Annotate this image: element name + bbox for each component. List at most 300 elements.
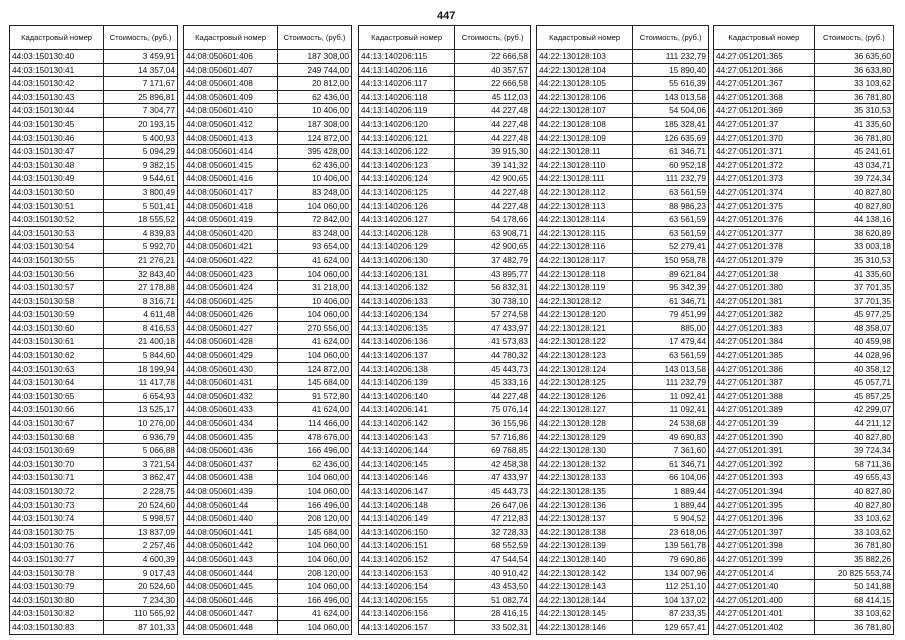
cost-cell: 13 525,17 xyxy=(104,403,178,417)
cost-cell: 9 382,15 xyxy=(104,158,178,172)
table-row xyxy=(184,131,352,145)
cadastral-number-cell: 44:08:050601:442 xyxy=(184,539,278,553)
cost-cell: 10 406,00 xyxy=(278,294,352,308)
cadastral-number-cell: 44:03:150130:76 xyxy=(10,539,104,553)
header-cost: Стоимость, (руб.) xyxy=(455,26,531,50)
cost-cell: 478 676,00 xyxy=(278,430,352,444)
cadastral-number-cell: 44:22:130128:114 xyxy=(537,213,633,227)
table-row xyxy=(714,349,894,363)
cadastral-number-cell: 44:27:051201:397 xyxy=(714,525,815,539)
column-table xyxy=(713,25,894,635)
table-row xyxy=(359,430,531,444)
table-row xyxy=(184,77,352,91)
table-row xyxy=(359,580,531,594)
cost-cell: 41 573,83 xyxy=(455,335,531,349)
table-row xyxy=(537,172,709,186)
cadastral-number-cell: 44:08:050601:423 xyxy=(184,267,278,281)
table-row xyxy=(10,213,178,227)
table-row xyxy=(537,335,709,349)
cost-cell: 33 103,62 xyxy=(814,512,893,526)
cost-cell: 3 862,47 xyxy=(104,471,178,485)
cadastral-number-cell: 44:22:130128:126 xyxy=(537,389,633,403)
table-row xyxy=(184,117,352,131)
cost-cell: 40 827,80 xyxy=(814,199,893,213)
table-row xyxy=(10,389,178,403)
table-row xyxy=(184,471,352,485)
table-row xyxy=(184,213,352,227)
cadastral-number-cell: 44:27:051201:387 xyxy=(714,376,815,390)
cost-cell: 104 060,00 xyxy=(278,485,352,499)
table-row xyxy=(714,321,894,335)
table-row xyxy=(10,294,178,308)
cadastral-number-cell: 44:08:050601:444 xyxy=(184,566,278,580)
table-row xyxy=(537,77,709,91)
cost-cell: 150 958,78 xyxy=(633,253,709,267)
table-row xyxy=(10,485,178,499)
cadastral-number-cell: 44:27:051201:374 xyxy=(714,185,815,199)
table-row xyxy=(184,294,352,308)
cadastral-number-cell: 44:13:140206:123 xyxy=(359,158,455,172)
cadastral-number-cell: 44:22:130128:105 xyxy=(537,77,633,91)
table-row xyxy=(359,498,531,512)
table-row xyxy=(714,376,894,390)
cost-cell: 20 825 553,74 xyxy=(814,566,893,580)
table-row xyxy=(359,607,531,621)
cost-cell: 51 082,74 xyxy=(455,593,531,607)
cadastral-number-cell: 44:22:130128:12 xyxy=(537,294,633,308)
cost-cell: 40 358,12 xyxy=(814,362,893,376)
cadastral-number-cell: 44:22:130128:108 xyxy=(537,117,633,131)
cost-cell: 1 889,44 xyxy=(633,485,709,499)
table-row xyxy=(537,50,709,64)
data-tables xyxy=(9,25,899,632)
cadastral-number-cell: 44:27:051201:385 xyxy=(714,349,815,363)
cadastral-number-cell: 44:03:150130:59 xyxy=(10,308,104,322)
header-cost: Стоимость, (руб.) xyxy=(104,26,178,50)
cost-cell: 36 781,80 xyxy=(814,620,893,634)
table-row xyxy=(10,430,178,444)
table-row xyxy=(359,620,531,634)
cadastral-number-cell: 44:27:051201:375 xyxy=(714,199,815,213)
cadastral-number-cell: 44:08:050601:429 xyxy=(184,349,278,363)
cadastral-number-cell: 44:27:051201:377 xyxy=(714,226,815,240)
cost-cell: 4 611,48 xyxy=(104,308,178,322)
cadastral-number-cell: 44:22:130128:146 xyxy=(537,620,633,634)
table-row xyxy=(10,607,178,621)
cadastral-number-cell: 44:22:130128:124 xyxy=(537,362,633,376)
cost-cell: 129 657,41 xyxy=(633,620,709,634)
cadastral-number-cell: 44:27:051201:372 xyxy=(714,158,815,172)
cost-cell: 126 635,69 xyxy=(633,131,709,145)
cadastral-number-cell: 44:08:050601:430 xyxy=(184,362,278,376)
cost-cell: 37 701,35 xyxy=(814,281,893,295)
cost-cell: 47 433,97 xyxy=(455,471,531,485)
cost-cell: 4 839,83 xyxy=(104,226,178,240)
header-cost: Стоимость, (руб.) xyxy=(814,26,893,50)
cadastral-number-cell: 44:03:150130:79 xyxy=(10,580,104,594)
cost-cell: 54 178,66 xyxy=(455,213,531,227)
cost-cell: 7 171,67 xyxy=(104,77,178,91)
cadastral-number-cell: 44:08:050601:412 xyxy=(184,117,278,131)
table-row xyxy=(714,498,894,512)
table-row xyxy=(10,471,178,485)
cost-cell: 111 232,79 xyxy=(633,172,709,186)
table-row xyxy=(714,77,894,91)
cadastral-number-cell: 44:27:051201:388 xyxy=(714,389,815,403)
table-row xyxy=(10,145,178,159)
cost-cell: 114 466,00 xyxy=(278,417,352,431)
cost-cell: 88 986,23 xyxy=(633,199,709,213)
table-row xyxy=(537,158,709,172)
table-row xyxy=(537,539,709,553)
cadastral-number-cell: 44:22:130128:119 xyxy=(537,281,633,295)
cadastral-number-cell: 44:03:150130:52 xyxy=(10,213,104,227)
cadastral-number-cell: 44:08:050601:410 xyxy=(184,104,278,118)
cadastral-number-cell: 44:13:140206:140 xyxy=(359,389,455,403)
cadastral-number-cell: 44:08:050601:415 xyxy=(184,158,278,172)
cost-cell: 52 279,41 xyxy=(633,240,709,254)
cadastral-number-cell: 44:13:140206:144 xyxy=(359,444,455,458)
cadastral-number-cell: 44:13:140206:115 xyxy=(359,50,455,64)
cost-cell: 208 120,00 xyxy=(278,566,352,580)
table-row xyxy=(184,403,352,417)
table-row xyxy=(10,267,178,281)
table-row xyxy=(537,240,709,254)
table-row xyxy=(359,253,531,267)
header-cost: Стоимость, (руб.) xyxy=(633,26,709,50)
table-row xyxy=(184,566,352,580)
table-row xyxy=(184,485,352,499)
cadastral-number-cell: 44:22:130128:103 xyxy=(537,50,633,64)
table-row xyxy=(714,104,894,118)
cadastral-number-cell: 44:13:140206:119 xyxy=(359,104,455,118)
cost-cell: 41 335,60 xyxy=(814,117,893,131)
table-row xyxy=(359,335,531,349)
cost-cell: 5 998,57 xyxy=(104,512,178,526)
cost-cell: 33 103,62 xyxy=(814,525,893,539)
cost-cell: 33 502,31 xyxy=(455,620,531,634)
cadastral-number-cell: 44:22:130128:112 xyxy=(537,185,633,199)
table-row xyxy=(537,321,709,335)
cost-cell: 66 104,06 xyxy=(633,471,709,485)
table-row xyxy=(359,417,531,431)
cost-cell: 58 711,36 xyxy=(814,457,893,471)
table-row xyxy=(537,580,709,594)
table-row xyxy=(359,566,531,580)
cadastral-number-cell: 44:13:140206:129 xyxy=(359,240,455,254)
cost-cell: 22 666,58 xyxy=(455,77,531,91)
table-row xyxy=(184,349,352,363)
cadastral-number-cell: 44:13:140206:145 xyxy=(359,457,455,471)
cost-cell: 44 227,48 xyxy=(455,104,531,118)
table-row xyxy=(714,512,894,526)
cost-cell: 885,00 xyxy=(633,321,709,335)
cost-cell: 47 433,97 xyxy=(455,321,531,335)
table-row xyxy=(359,525,531,539)
table-row xyxy=(537,226,709,240)
cost-cell: 68 414,15 xyxy=(814,593,893,607)
cadastral-number-cell: 44:03:150130:58 xyxy=(10,294,104,308)
table-row xyxy=(184,321,352,335)
table-row xyxy=(537,417,709,431)
cadastral-number-cell: 44:27:051201:370 xyxy=(714,131,815,145)
header-row xyxy=(537,26,709,50)
cost-cell: 5 501,41 xyxy=(104,199,178,213)
cost-cell: 1 889,44 xyxy=(633,498,709,512)
cadastral-number-cell: 44:03:150130:55 xyxy=(10,253,104,267)
cadastral-number-cell: 44:22:130128:144 xyxy=(537,593,633,607)
cost-cell: 56 832,31 xyxy=(455,281,531,295)
cost-cell: 49 690,83 xyxy=(633,430,709,444)
cost-cell: 42 900,65 xyxy=(455,172,531,186)
table-row xyxy=(359,403,531,417)
table-row xyxy=(10,253,178,267)
cadastral-number-cell: 44:22:130128:139 xyxy=(537,539,633,553)
cadastral-number-cell: 44:27:051201:38 xyxy=(714,267,815,281)
cadastral-number-cell: 44:03:150130:70 xyxy=(10,457,104,471)
cost-cell: 145 684,00 xyxy=(278,376,352,390)
cost-cell: 55 616,39 xyxy=(633,77,709,91)
cost-cell: 24 538,68 xyxy=(633,417,709,431)
table-row xyxy=(10,362,178,376)
table-row xyxy=(537,376,709,390)
cadastral-number-cell: 44:03:150130:82 xyxy=(10,607,104,621)
table-row xyxy=(359,376,531,390)
table-row xyxy=(359,321,531,335)
cadastral-number-cell: 44:03:150130:65 xyxy=(10,389,104,403)
cost-cell: 31 218,00 xyxy=(278,281,352,295)
cadastral-number-cell: 44:08:050601:439 xyxy=(184,485,278,499)
cadastral-number-cell: 44:13:140206:134 xyxy=(359,308,455,322)
table-row xyxy=(714,240,894,254)
table-row xyxy=(184,226,352,240)
cadastral-number-cell: 44:22:130128:140 xyxy=(537,552,633,566)
cost-cell: 7 304,77 xyxy=(104,104,178,118)
table-row xyxy=(537,185,709,199)
cost-cell: 48 358,07 xyxy=(814,321,893,335)
cadastral-number-cell: 44:08:050601:447 xyxy=(184,607,278,621)
cadastral-number-cell: 44:08:050601:419 xyxy=(184,213,278,227)
cost-cell: 45 241,61 xyxy=(814,145,893,159)
table-row xyxy=(359,240,531,254)
table-row xyxy=(359,389,531,403)
cost-cell: 7 361,60 xyxy=(633,444,709,458)
table-row xyxy=(714,566,894,580)
cost-cell: 11 092,41 xyxy=(633,389,709,403)
cost-cell: 21 276,21 xyxy=(104,253,178,267)
table-row xyxy=(714,417,894,431)
cost-cell: 18 555,52 xyxy=(104,213,178,227)
table-row xyxy=(714,525,894,539)
cadastral-number-cell: 44:03:150130:80 xyxy=(10,593,104,607)
cadastral-number-cell: 44:22:130128:138 xyxy=(537,525,633,539)
cadastral-number-cell: 44:03:150130:67 xyxy=(10,417,104,431)
cost-cell: 23 618,06 xyxy=(633,525,709,539)
cadastral-number-cell: 44:08:050601:422 xyxy=(184,253,278,267)
table-row xyxy=(359,471,531,485)
cadastral-number-cell: 44:22:130128:121 xyxy=(537,321,633,335)
table-row xyxy=(714,226,894,240)
cost-cell: 139 561,78 xyxy=(633,539,709,553)
table-row xyxy=(10,199,178,213)
cost-cell: 95 342,39 xyxy=(633,281,709,295)
table-row xyxy=(10,539,178,553)
table-row xyxy=(10,349,178,363)
cost-cell: 111 232,79 xyxy=(633,50,709,64)
table-row xyxy=(714,430,894,444)
header-cadastral-number: Кадастровый номер xyxy=(537,26,633,50)
cost-cell: 32 728,33 xyxy=(455,525,531,539)
table-row xyxy=(537,294,709,308)
cadastral-number-cell: 44:08:050601:438 xyxy=(184,471,278,485)
header-row xyxy=(10,26,178,50)
table-row xyxy=(10,117,178,131)
cadastral-number-cell: 44:27:051201:384 xyxy=(714,335,815,349)
table-row xyxy=(184,50,352,64)
cadastral-number-cell: 44:08:050601:428 xyxy=(184,335,278,349)
cost-cell: 20 524,60 xyxy=(104,498,178,512)
table-row xyxy=(10,281,178,295)
cadastral-number-cell: 44:08:050601:434 xyxy=(184,417,278,431)
cost-cell: 40 459,98 xyxy=(814,335,893,349)
cost-cell: 72 842,00 xyxy=(278,213,352,227)
cadastral-number-cell: 44:27:051201:390 xyxy=(714,430,815,444)
table-row xyxy=(359,444,531,458)
cadastral-number-cell: 44:13:140206:148 xyxy=(359,498,455,512)
cadastral-number-cell: 44:27:051201:395 xyxy=(714,498,815,512)
cost-cell: 41 624,00 xyxy=(278,335,352,349)
cadastral-number-cell: 44:03:150130:64 xyxy=(10,376,104,390)
cadastral-number-cell: 44:03:150130:44 xyxy=(10,104,104,118)
table-row xyxy=(10,226,178,240)
cadastral-number-cell: 44:27:051201:394 xyxy=(714,485,815,499)
cadastral-number-cell: 44:03:150130:45 xyxy=(10,117,104,131)
table-row xyxy=(714,253,894,267)
cost-cell: 11 417,78 xyxy=(104,376,178,390)
table-row xyxy=(184,444,352,458)
cost-cell: 42 299,07 xyxy=(814,403,893,417)
table-row xyxy=(359,77,531,91)
table-row xyxy=(359,308,531,322)
cadastral-number-cell: 44:22:130128:118 xyxy=(537,267,633,281)
cost-cell: 44 227,48 xyxy=(455,199,531,213)
cadastral-number-cell: 44:08:050601:427 xyxy=(184,321,278,335)
cadastral-number-cell: 44:22:130128:136 xyxy=(537,498,633,512)
cost-cell: 61 346,71 xyxy=(633,457,709,471)
cost-cell: 110 565,92 xyxy=(104,607,178,621)
cost-cell: 40 827,80 xyxy=(814,185,893,199)
cost-cell: 2 228,75 xyxy=(104,485,178,499)
table-row xyxy=(184,580,352,594)
cost-cell: 270 556,00 xyxy=(278,321,352,335)
cost-cell: 3 459,91 xyxy=(104,50,178,64)
cadastral-number-cell: 44:13:140206:130 xyxy=(359,253,455,267)
table-row xyxy=(359,485,531,499)
cost-cell: 45 443,73 xyxy=(455,485,531,499)
table-row xyxy=(10,417,178,431)
cadastral-number-cell: 44:27:051201:398 xyxy=(714,539,815,553)
table-row xyxy=(714,389,894,403)
cadastral-number-cell: 44:27:051201:365 xyxy=(714,50,815,64)
cadastral-number-cell: 44:13:140206:132 xyxy=(359,281,455,295)
cadastral-number-cell: 44:13:140206:142 xyxy=(359,417,455,431)
cost-cell: 17 479,44 xyxy=(633,335,709,349)
cadastral-number-cell: 44:22:130128:110 xyxy=(537,158,633,172)
cadastral-number-cell: 44:27:051201:376 xyxy=(714,213,815,227)
table-row xyxy=(537,267,709,281)
table-row xyxy=(10,498,178,512)
cadastral-number-cell: 44:08:050601:431 xyxy=(184,376,278,390)
table-row xyxy=(359,185,531,199)
cost-cell: 15 890,40 xyxy=(633,63,709,77)
cadastral-number-cell: 44:22:130128:116 xyxy=(537,240,633,254)
table-row xyxy=(184,308,352,322)
cadastral-number-cell: 44:22:130128:130 xyxy=(537,444,633,458)
cadastral-number-cell: 44:13:140206:156 xyxy=(359,607,455,621)
cadastral-number-cell: 44:08:050601:426 xyxy=(184,308,278,322)
cadastral-number-cell: 44:03:150130:63 xyxy=(10,362,104,376)
cadastral-number-cell: 44:08:050601:440 xyxy=(184,512,278,526)
cadastral-number-cell: 44:03:150130:51 xyxy=(10,199,104,213)
cost-cell: 39 724,34 xyxy=(814,444,893,458)
cost-cell: 36 155,96 xyxy=(455,417,531,431)
header-cost: Стоимость, (руб.) xyxy=(278,26,352,50)
cadastral-number-cell: 44:27:051201:368 xyxy=(714,90,815,104)
table-row xyxy=(359,362,531,376)
table-row xyxy=(184,376,352,390)
cadastral-number-cell: 44:08:050601:433 xyxy=(184,403,278,417)
cadastral-number-cell: 44:22:130128:127 xyxy=(537,403,633,417)
table-row xyxy=(184,281,352,295)
table-row xyxy=(10,403,178,417)
cost-cell: 87 233,35 xyxy=(633,607,709,621)
cadastral-number-cell: 44:03:150130:78 xyxy=(10,566,104,580)
cadastral-number-cell: 44:13:140206:128 xyxy=(359,226,455,240)
cost-cell: 83 248,00 xyxy=(278,185,352,199)
table-row xyxy=(537,213,709,227)
table-row xyxy=(537,308,709,322)
table-row xyxy=(714,580,894,594)
cost-cell: 5 992,70 xyxy=(104,240,178,254)
header-row xyxy=(359,26,531,50)
cost-cell: 87 101,33 xyxy=(104,620,178,634)
table-row xyxy=(537,457,709,471)
cost-cell: 104 060,00 xyxy=(278,539,352,553)
cadastral-number-cell: 44:22:130128:111 xyxy=(537,172,633,186)
cadastral-number-cell: 44:13:140206:135 xyxy=(359,321,455,335)
cadastral-number-cell: 44:27:051201:391 xyxy=(714,444,815,458)
cost-cell: 43 034,71 xyxy=(814,158,893,172)
cost-cell: 2 257,46 xyxy=(104,539,178,553)
cost-cell: 44 227,48 xyxy=(455,389,531,403)
table-row xyxy=(10,525,178,539)
cadastral-number-cell: 44:13:140206:152 xyxy=(359,552,455,566)
table-row xyxy=(714,471,894,485)
cost-cell: 111 232,79 xyxy=(633,376,709,390)
table-row xyxy=(359,226,531,240)
table-row xyxy=(537,104,709,118)
cadastral-number-cell: 44:03:150130:41 xyxy=(10,63,104,77)
cadastral-number-cell: 44:08:050601:424 xyxy=(184,281,278,295)
cadastral-number-cell: 44:03:150130:77 xyxy=(10,552,104,566)
column-table xyxy=(536,25,709,635)
table-row xyxy=(714,294,894,308)
cost-cell: 42 900,65 xyxy=(455,240,531,254)
cost-cell: 124 872,00 xyxy=(278,362,352,376)
cadastral-number-cell: 44:08:050601:417 xyxy=(184,185,278,199)
table-row xyxy=(10,240,178,254)
cost-cell: 91 572,80 xyxy=(278,389,352,403)
